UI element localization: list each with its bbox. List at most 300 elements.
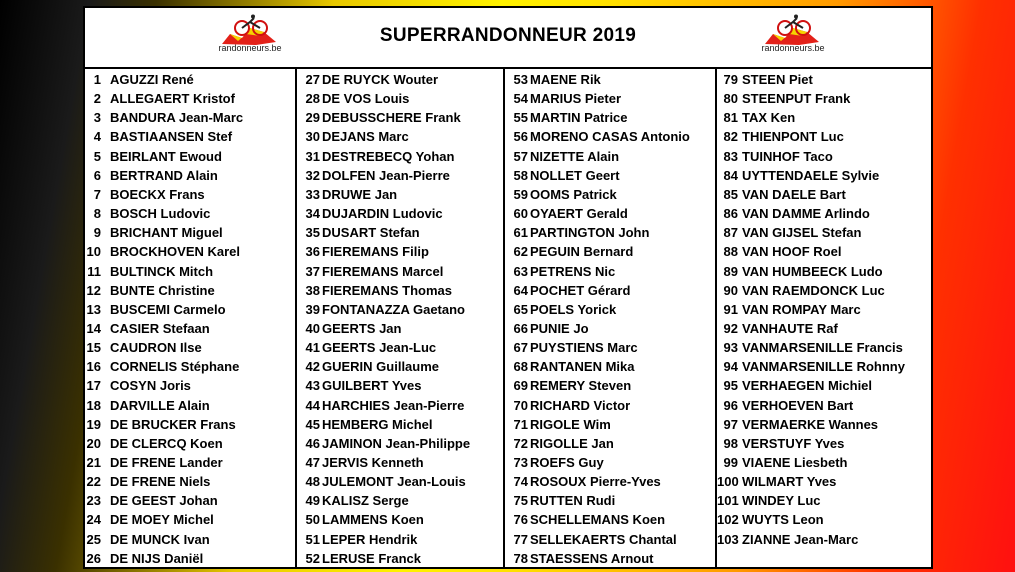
participant-name: FIEREMANS Filip [322, 244, 429, 260]
participant-number: 94 [723, 359, 738, 375]
participant-number: 20 [86, 435, 101, 451]
participant-name: DEBUSSCHERE Frank [322, 110, 461, 126]
list-item [717, 415, 931, 435]
list-item [85, 281, 295, 301]
participant-name: VERMAERKE Wannes [742, 416, 879, 432]
participant-number: 52 [305, 550, 320, 566]
participant-number: 2 [93, 91, 101, 107]
participant-name: DE NIJS Daniël [110, 550, 204, 566]
header [85, 8, 931, 69]
participant-number: 48 [305, 474, 320, 490]
participant-name: RICHARD Victor [530, 397, 631, 413]
participant-number: 92 [723, 320, 738, 336]
list-item [85, 510, 295, 530]
participant-name: GEERTS Jean-Luc [322, 340, 437, 356]
participant-number: 96 [723, 397, 738, 413]
list-item [85, 530, 295, 550]
participant-number: 31 [305, 148, 320, 164]
participant-number: 77 [513, 531, 528, 547]
participant-number: 19 [86, 416, 101, 432]
participant-number: 100 [717, 474, 739, 490]
participant-name: VERSTUYF Yves [742, 435, 845, 451]
participant-number: 42 [305, 359, 320, 375]
participant-name: ZIANNE Jean-Marc [742, 531, 859, 547]
list-item [505, 434, 715, 454]
participant-number: 97 [723, 416, 738, 432]
participant-name: BULTINCK Mitch [110, 263, 214, 279]
participant-number: 32 [305, 167, 320, 183]
participant-name: FONTANAZZA Gaetano [322, 301, 465, 317]
participant-name: PUYSTIENS Marc [530, 340, 638, 356]
participant-name: NIZETTE Alain [530, 148, 620, 164]
list-item [297, 204, 503, 224]
participant-number: 51 [305, 531, 320, 547]
participant-number: 93 [723, 340, 738, 356]
participant-name: DE FRENE Niels [110, 474, 211, 490]
participant-number: 3 [93, 110, 101, 126]
list-item [85, 223, 295, 243]
list-item [717, 127, 931, 147]
list-item [85, 242, 295, 262]
participant-number: 4 [93, 129, 101, 145]
participant-number: 70 [513, 397, 528, 413]
list-item [85, 319, 295, 339]
participant-number: 64 [513, 282, 528, 298]
participant-number: 95 [723, 378, 738, 394]
participant-number: 78 [513, 550, 528, 566]
participant-number: 99 [723, 455, 738, 470]
participant-number: 58 [513, 167, 528, 183]
participant-name: DE GEEST Johan [110, 493, 218, 509]
participant-number: 44 [305, 397, 320, 413]
participant-name: DE MOEY Michel [110, 512, 214, 528]
participant-number: 54 [513, 91, 528, 107]
participant-number: 69 [513, 378, 528, 394]
participant-name: MORENO CASAS Antonio [530, 129, 690, 145]
participant-name: PEGUIN Bernard [530, 244, 634, 260]
list-item [85, 472, 295, 492]
page-title: SUPERRANDONNEUR 2019 [379, 25, 637, 46]
participant-name: TAX Ken [742, 110, 796, 126]
participant-number: 82 [723, 129, 738, 145]
participant-number: 33 [305, 186, 320, 202]
participant-name: VAN HOOF Roel [742, 244, 842, 260]
list-item [85, 204, 295, 224]
list-item [297, 396, 503, 416]
list-item [505, 281, 715, 301]
participant-name: BUNTE Christine [110, 282, 215, 298]
participant-number: 59 [513, 186, 528, 202]
participant-name: JULEMONT Jean-Louis [322, 474, 466, 490]
participant-name: LEPER Hendrik [322, 531, 418, 547]
participant-number: 5 [93, 148, 101, 164]
participant-name: DEJANS Marc [322, 129, 409, 145]
list-item [505, 89, 715, 109]
list-item [717, 300, 931, 320]
list-item [297, 549, 503, 569]
list-item [717, 357, 931, 377]
participant-number: 36 [305, 244, 320, 260]
participant-name: WUYTS Leon [742, 512, 824, 528]
list-item [297, 127, 503, 147]
list-item [85, 415, 295, 435]
participant-name: STAESSENS Arnout [530, 550, 654, 566]
participant-number: 72 [513, 435, 528, 451]
participant-number: 67 [513, 340, 528, 356]
participant-number: 45 [305, 416, 320, 432]
participant-number: 71 [513, 416, 528, 432]
participant-number: 43 [305, 378, 320, 394]
participant-name: ROSOUX Pierre-Yves [530, 474, 661, 490]
list-item [505, 415, 715, 435]
participant-name: VANMARSENILLE Rohnny [742, 359, 905, 375]
participant-number: 41 [305, 340, 320, 356]
participant-name: PETRENS Nic [530, 263, 616, 279]
list-item [85, 300, 295, 320]
participant-name: PARTINGTON John [530, 225, 650, 241]
participant-number: 18 [86, 397, 101, 413]
list-item [505, 357, 715, 377]
participant-number: 74 [513, 474, 528, 490]
list-item [297, 70, 503, 90]
list-item [505, 108, 715, 128]
list-item [717, 262, 931, 282]
list-item [297, 434, 503, 454]
list-item [297, 242, 503, 262]
participant-number: 50 [305, 512, 320, 528]
list-item [297, 319, 503, 339]
list-item [297, 338, 503, 358]
list-item [505, 510, 715, 530]
participant-name: VIAENE Liesbeth [742, 455, 848, 470]
participant-name: OYAERT Gerald [530, 206, 628, 222]
participant-number: 38 [305, 282, 320, 298]
participant-number: 16 [86, 359, 101, 375]
participant-name: BROCKHOVEN Karel [110, 244, 241, 260]
list-item [717, 147, 931, 167]
participant-name: BEIRLANT Ewoud [110, 148, 222, 164]
list-item [717, 204, 931, 224]
participant-name: DE RUYCK Wouter [322, 72, 439, 87]
participant-number: 63 [513, 263, 528, 279]
logo-text: randonneurs.be [761, 43, 825, 53]
list-item [297, 453, 503, 473]
participant-number: 75 [513, 493, 528, 509]
list-item [297, 472, 503, 492]
participant-name: POELS Yorick [530, 301, 617, 317]
participant-name: VERHAEGEN Michiel [742, 378, 873, 394]
list-item [85, 549, 295, 569]
participant-name: VAN ROMPAY Marc [742, 301, 861, 317]
list-item [85, 147, 295, 167]
list-item [505, 185, 715, 205]
participant-name: VANHAUTE Raf [742, 320, 838, 336]
superrandonneur-list-sheet [83, 6, 933, 569]
participant-number: 87 [723, 225, 738, 241]
participant-name: CORNELIS Stéphane [110, 359, 240, 375]
list-item [297, 415, 503, 435]
participant-name: KALISZ Serge [322, 493, 409, 509]
participant-name: SCHELLEMANS Koen [530, 512, 666, 528]
participant-name: VAN DAELE Bart [742, 186, 846, 202]
participant-number: 62 [513, 244, 528, 260]
participant-number: 103 [717, 531, 739, 547]
participant-number: 7 [93, 186, 101, 202]
participant-number: 56 [513, 129, 528, 145]
list-item [717, 70, 931, 90]
participant-number: 15 [86, 340, 101, 356]
participant-number: 11 [87, 263, 101, 279]
list-item [717, 319, 931, 339]
participant-name: LERUSE Franck [322, 550, 421, 566]
participant-name: HEMBERG Michel [322, 416, 433, 432]
list-item [297, 281, 503, 301]
participant-column-1 [85, 69, 297, 567]
participant-name: LAMMENS Koen [322, 512, 424, 528]
list-item [297, 530, 503, 550]
list-item [297, 147, 503, 167]
participant-number: 27 [305, 72, 320, 87]
list-item [717, 396, 931, 416]
participant-number: 60 [513, 206, 528, 222]
list-item [297, 185, 503, 205]
participant-name: BOSCH Ludovic [110, 206, 211, 222]
participant-number: 84 [723, 167, 738, 183]
participant-name: DOLFEN Jean-Pierre [322, 167, 450, 183]
participant-number: 25 [86, 531, 101, 547]
cyclist-icon [763, 14, 823, 46]
participant-name: RUTTEN Rudi [530, 493, 616, 509]
participant-name: MARIUS Pieter [530, 91, 622, 107]
participant-name: GUILBERT Yves [322, 378, 422, 394]
list-item [85, 434, 295, 454]
participant-name: HARCHIES Jean-Pierre [322, 397, 465, 413]
participant-number: 46 [305, 435, 320, 451]
list-item [85, 376, 295, 396]
participant-name: VANMARSENILLE Francis [742, 340, 903, 356]
participant-name: ROEFS Guy [530, 455, 604, 470]
participant-number: 85 [723, 186, 738, 202]
participant-name: VAN HUMBEECK Ludo [742, 263, 883, 279]
list-item [85, 262, 295, 282]
list-item [717, 108, 931, 128]
list-item [505, 491, 715, 511]
participant-number: 86 [723, 206, 738, 222]
participant-name: GUERIN Guillaume [322, 359, 440, 375]
list-item [505, 338, 715, 358]
participant-number: 13 [86, 301, 101, 317]
participant-name: CAUDRON Ilse [110, 340, 202, 356]
participant-name: POCHET Gérard [530, 282, 631, 298]
participant-name: COSYN Joris [110, 378, 191, 394]
participant-name: VAN GIJSEL Stefan [742, 225, 862, 241]
participant-column-4 [717, 69, 931, 567]
list-item [505, 396, 715, 416]
participant-name: OOMS Patrick [530, 186, 617, 202]
list-item [505, 376, 715, 396]
list-item [297, 376, 503, 396]
list-item [717, 89, 931, 109]
participant-number: 61 [513, 225, 528, 241]
list-item [85, 357, 295, 377]
list-item [717, 530, 931, 550]
participant-name: DE MUNCK Ivan [110, 531, 210, 547]
participant-name: CASIER Stefaan [110, 320, 210, 336]
participant-number: 26 [86, 550, 101, 566]
participant-number: 10 [86, 244, 101, 260]
participant-number: 81 [723, 110, 738, 126]
list-item [85, 185, 295, 205]
list-item [85, 108, 295, 128]
participant-name: DESTREBECQ Yohan [322, 148, 455, 164]
participant-column-2 [297, 69, 505, 567]
list-item [505, 147, 715, 167]
participant-number: 65 [513, 301, 528, 317]
participant-number: 35 [305, 225, 320, 241]
list-item [85, 396, 295, 416]
participant-name: GEERTS Jan [322, 320, 402, 336]
participant-number: 68 [513, 359, 528, 375]
list-item [505, 242, 715, 262]
participant-name: REMERY Steven [530, 378, 632, 394]
participant-name: RIGOLLE Jan [530, 435, 614, 451]
list-item [297, 108, 503, 128]
participant-number: 79 [723, 72, 738, 87]
list-item [505, 70, 715, 90]
participant-number: 53 [513, 72, 528, 87]
list-item [717, 223, 931, 243]
participant-number: 90 [723, 282, 738, 298]
participant-number: 88 [723, 244, 738, 260]
participant-number: 9 [93, 225, 101, 241]
list-item [717, 281, 931, 301]
list-item [85, 166, 295, 186]
participant-number: 6 [93, 167, 101, 183]
participant-name: DARVILLE Alain [110, 397, 210, 413]
list-item [505, 453, 715, 473]
participant-number: 17 [86, 378, 101, 394]
participant-number: 34 [305, 206, 320, 222]
participant-number: 14 [86, 320, 101, 336]
participant-name: WILMART Yves [742, 474, 837, 490]
list-item [717, 491, 931, 511]
participant-name: DUJARDIN Ludovic [322, 206, 443, 222]
participant-name: SELLEKAERTS Chantal [530, 531, 677, 547]
participant-number: 80 [723, 91, 738, 107]
participant-name: DUSART Stefan [322, 225, 420, 241]
participant-number: 49 [305, 493, 320, 509]
list-item [85, 491, 295, 511]
list-item [717, 472, 931, 492]
participant-number: 1 [93, 72, 101, 87]
list-item [505, 549, 715, 569]
participant-number: 22 [86, 474, 101, 490]
participant-name: BASTIAANSEN Stef [110, 129, 233, 145]
list-item [717, 510, 931, 530]
list-item [297, 89, 503, 109]
participant-column-3 [505, 69, 717, 567]
participant-name: UYTTENDAELE Sylvie [742, 167, 880, 183]
list-item [505, 127, 715, 147]
participant-name: JERVIS Kenneth [322, 455, 424, 470]
participant-name: STEENPUT Frank [742, 91, 851, 107]
list-item [717, 242, 931, 262]
participant-number: 76 [513, 512, 528, 528]
participant-name: DE FRENE Lander [110, 455, 223, 470]
list-item [505, 166, 715, 186]
list-item [85, 338, 295, 358]
participant-number: 37 [305, 263, 320, 279]
participant-number: 101 [717, 493, 739, 509]
participant-name: FIEREMANS Thomas [322, 282, 453, 298]
participant-name: BERTRAND Alain [110, 167, 218, 183]
participant-number: 91 [723, 301, 738, 317]
participant-number: 40 [305, 320, 320, 336]
participant-number: 89 [723, 263, 738, 279]
participant-name: PUNIE Jo [530, 320, 589, 336]
list-item [505, 319, 715, 339]
participant-name: MAENE Rik [530, 72, 601, 87]
list-item [505, 262, 715, 282]
list-item [505, 530, 715, 550]
list-item [505, 300, 715, 320]
list-item [297, 262, 503, 282]
participant-name: AGUZZI René [110, 72, 194, 87]
participant-name: DRUWE Jan [322, 186, 398, 202]
list-item [297, 166, 503, 186]
list-item [717, 166, 931, 186]
participant-name: DE CLERCQ Koen [110, 435, 223, 451]
logo-text: randonneurs.be [218, 43, 282, 53]
list-item [505, 472, 715, 492]
participant-number: 47 [305, 455, 320, 470]
list-item [297, 491, 503, 511]
list-item [85, 453, 295, 473]
participant-number: 98 [723, 435, 738, 451]
participant-columns [85, 69, 931, 567]
participant-name: DE VOS Louis [322, 91, 410, 107]
participant-name: VAN RAEMDONCK Luc [742, 282, 885, 298]
participant-name: RANTANEN Mika [530, 359, 635, 375]
list-item [717, 453, 931, 473]
participant-name: RIGOLE Wim [530, 416, 611, 432]
participant-number: 55 [513, 110, 528, 126]
participant-name: WINDEY Luc [742, 493, 821, 509]
participant-number: 8 [93, 206, 101, 222]
list-item [717, 434, 931, 454]
list-item [85, 70, 295, 90]
participant-name: BANDURA Jean-Marc [110, 110, 244, 126]
participant-number: 66 [513, 320, 528, 336]
list-item [505, 204, 715, 224]
participant-name: ALLEGAERT Kristof [110, 91, 235, 107]
list-item [717, 376, 931, 396]
participant-number: 73 [513, 455, 528, 470]
participant-number: 30 [305, 129, 320, 145]
participant-name: THIENPONT Luc [742, 129, 844, 145]
participant-name: BUSCEMI Carmelo [110, 301, 226, 317]
list-item [717, 338, 931, 358]
participant-name: TUINHOF Taco [742, 148, 833, 164]
participant-number: 83 [723, 148, 738, 164]
participant-name: JAMINON Jean-Philippe [322, 435, 471, 451]
list-item [297, 510, 503, 530]
participant-name: FIEREMANS Marcel [322, 263, 444, 279]
participant-name: VAN DAMME Arlindo [742, 206, 870, 222]
randonneurs-logo-right [753, 14, 833, 62]
participant-number: 28 [305, 91, 320, 107]
participant-name: STEEN Piet [742, 72, 813, 87]
